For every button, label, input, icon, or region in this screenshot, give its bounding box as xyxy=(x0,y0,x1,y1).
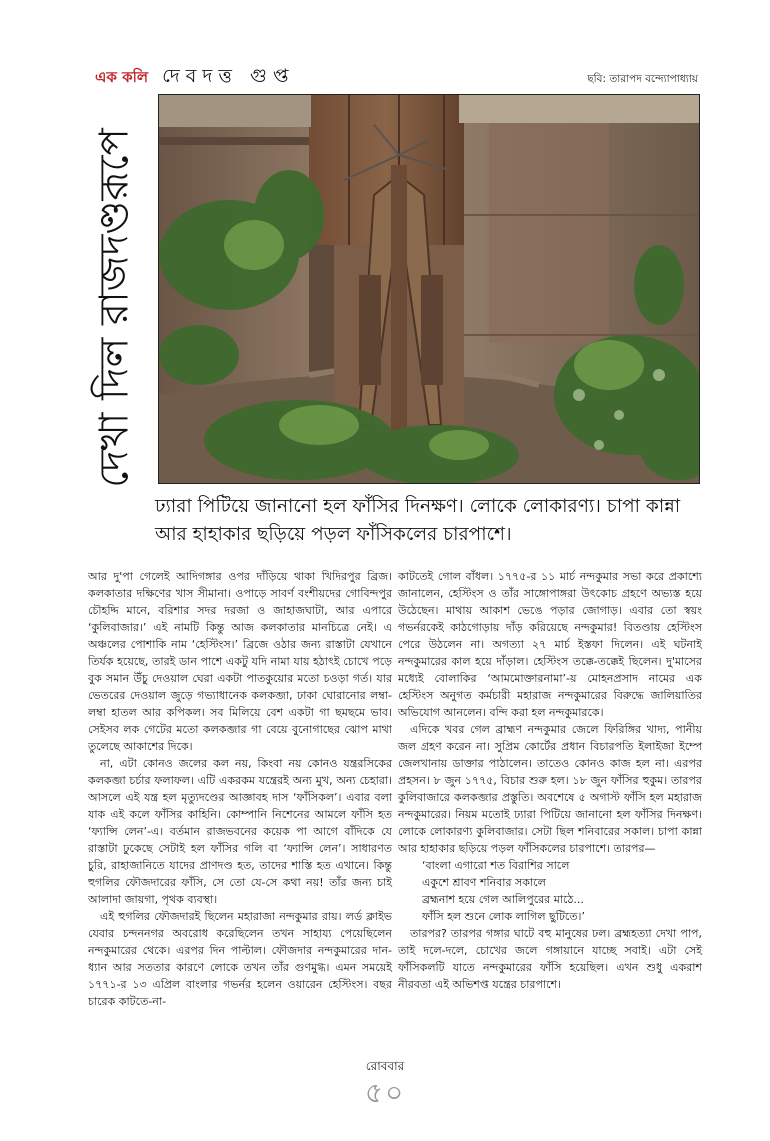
body-paragraph: এই হুগলির ফৌজদারই ছিলেন মহারাজা নন্দকুমার রায়। লর্ড ক্লাইভ যেবার চন্দননগর অবরোধ করেছিলেন তখন সাহায্য পেয়েছিলেন নন্দকুমারের থেকে। এরপর দিন পাল্টাল। ফৌজদার নন্দকুমারের দান-ধ্যান আর সততার কারণে লোকে তখন তাঁর গুণমুগ্ধ। এমন সময়েই ১৭৭১-র ১৩ এপ্রিল বাংলার গভর্নর হলেন ওয়ারেন হেস্টিংস। বছর চারেক কাটতে-না- xyxy=(88,910,392,1008)
body-column-right xyxy=(398,568,702,993)
body-column-left xyxy=(88,568,392,1010)
body-paragraph: এদিকে খবর গেল ব্রাহ্মণ নন্দকুমার জেলে ফিরিঙ্গির খাদ্য, পানীয় জল গ্রহণ করেন না। সুপ্রিম কোর্টের প্রধান বিচারপতি ইলাইজা ইম্পে জেলখানায় ডাক্তার পাঠালেন। তাতেও কোনও কাজ হল না। এরপর প্রহসন। ৮ জুন ১৭৭৫, বিচার শুরু হল। ১৮ জুন ফাঁসির হুকুম। তারপর কুলিবাজারে কলকব্জার প্রস্তুতি। অবশেষে ৫ অগাস্ট ফাঁসি হল মহারাজ নন্দকুমারের। নিয়ম মতোই ঢ্যারা পিটিয়ে জানানো হল ফাঁসির দিনক্ষণ। লোকে লোকারণ্য কুলিবাজার। সেটা ছিল শনিবারের সকাল। চাপা কান্না আর হাহাকার ছড়িয়ে পড়ল ফাঁসিকলের চারপাশে। তারপর— xyxy=(398,723,702,855)
body-paragraph: কাটতেই গোল বাঁধল। ১৭৭৫-র ১১ মার্চ নন্দকুমার সভা করে প্রকাশ্যে জানালেন, হেস্টিংস ও তাঁর সাঙ্গোপাঙ্গরা উৎকোচ গ্রহণে অভ্যস্ত হয়ে উঠেছেন। মাথায় আকাশ ভেঙে পড়ার জোগাড়। এবার তো স্বয়ং গভর্নরকেই কাঠগোড়ায় দাঁড় করিয়েছে নন্দকুমার! বিতণ্ডায় হেস্টিংস পেরে উঠলেন না। অগত্যা ২৭ মার্চ ইস্তফা দিলেন। এই ঘটনাই নন্দকুমারের কাল হয়ে দাঁড়াল। হেস্টিংস তক্কে-তক্কেই ছিলেন। দু'মাসের মধ্যেই বোলাকির ‘আমমোক্তারনামা’-য় মোহনপ্রসাদ নামের এক হেস্টিংস অনুগত কর্মচারী মহারাজ নন্দকুমারের বিরুদ্ধে জালিয়াতির অভিযোগ আনলেন। বন্দি করা হল নন্দকুমারকে। xyxy=(398,570,702,719)
photo-credit: ছবি: তারাপদ বন্দ্যোপাধ্যায় xyxy=(587,73,698,85)
author-name: দেবদত্ত গুপ্ত xyxy=(162,65,295,87)
article-title xyxy=(89,128,141,488)
article-title-text: দেখা দিল রাজদণ্ডরূপে xyxy=(92,128,139,488)
poem-line: ‘বাংলা এগারো শত বিরাশির সালে xyxy=(422,859,570,872)
article-photo xyxy=(158,94,700,484)
page-number: ৫০ xyxy=(364,1076,406,1109)
poem-line: একুশে শ্রাবণ শনিবার সকালে xyxy=(422,876,546,889)
series-label: এক কলি xyxy=(95,68,149,86)
body-paragraph: আর দু'পা গেলেই আদিগঙ্গার ওপর দাঁড়িয়ে থাকা খিদিরপুর ব্রিজ। কলকাতার দক্ষিণের খাস সীমানা। ওপাড়ে সাবর্ণ বংশীয়দের গোবিন্দপুর চৌহদ্দি মানে, বরিশার সদর দরজা ও জাহাজঘাটা, আর এপারে ‘কুলিবাজার।’ এই নামটি কিন্তু আজ কলকাতার মানচিত্রে নেই। এ অঞ্চলের পোশাকি নাম ‘হেস্টিংস।’ ব্রিজে ওঠার জন্য রাস্তাটা যেখানে তির্যক হয়েছে, তারই ডান পাশে একটু যদি নামা যায় হঠাৎই চোখে পড়ে বুক সমান উঁচু দেওয়াল ঘেরা একটা পাতকুয়োর মতো চওড়া গর্ত। যার ভেতরের দেওয়াল জুড়ে গভ্যাধানেক কলকব্জা, ঢাকা ঘোরানোর লম্বা-লম্বা হাতল আর কপিকল। সব মিলিয়ে বেশ একটা গা ছমছমে ভাব। সেইসব লক গেটের মতো কলকব্জার গা বেয়ে বুনোগাছের ঝোপ মাথা তুলেছে আকাশের দিকে। xyxy=(88,570,392,753)
page-footer xyxy=(0,1058,770,1108)
poem-line: ফাঁসি হল শুনে লোক লাগিল ছুটিতে।’ xyxy=(422,910,585,923)
article-header xyxy=(95,62,294,94)
body-paragraph: তারপর? তারপর গঙ্গার ঘাটে বহু মানুষের ঢল। ব্রহ্মহত্যা দেখা পাপ, তাই দলে-দলে, চোখের জলে গঙ্গায়ানে যাচ্ছে সবাই। এটা সেই ফাঁসিকলটি যাতে নন্দকুমারের ফাঁসি হয়েছিল। এখন শুধু একরাশ নীরবতা এই অভিশপ্ত যন্ত্রের চারপাশে। xyxy=(398,927,702,991)
gallows-machine-photo xyxy=(159,95,699,483)
publication-name: রোববার xyxy=(365,1059,405,1073)
poem-line: ব্রহ্মনাশ হয়ে গেল আলিপুরের মাঠে... xyxy=(422,893,584,906)
body-paragraph: না, এটা কোনও জলের কল নয়, কিংবা নয় কোনও যন্ত্ররসিকের কলকব্জা চর্চার ফলাফল। এটি একরকম যন্ত্রেরই অন্য মুখ, অন্য চেহারা। আসলে এই যন্ত্র হল মৃত্যুদণ্ডের আজ্ঞাবহ দাস ‘ফাঁসিকল’। এবার বলা যাক এই কলে ফাঁসির কাহিনি। কোম্পানি নিশেনের আমলে ফাঁসি হত ‘ফ্যান্সি লেন’-এ। বর্তমান রাজভবনের কয়েক পা আগে বাঁদিকে যে রাস্তাটা ঢুকেছে সেটাই হল ফাঁসির গলি বা ‘ফ্যান্সি লেন’। সাধারণত চুরি, রাহাজানিতে যাদের প্রাণদণ্ড হত, তাদের শাস্তি হত এখানে। কিন্তু হুগলির ফৌজদারের ফাঁসি, সে তো যে-সে কথা নয়! তাঁর জন্য চাই আলাদা জায়গা, পৃথক ব্যবস্থা। xyxy=(88,757,392,906)
article-lede: ঢ্যারা পিটিয়ে জানানো হল ফাঁসির দিনক্ষণ। লোকে লোকারণ্য। চাপা কান্না আর হাহাকার ছড়িয়ে পড়ল ফাঁসিকলের চারপাশে। xyxy=(155,496,681,545)
